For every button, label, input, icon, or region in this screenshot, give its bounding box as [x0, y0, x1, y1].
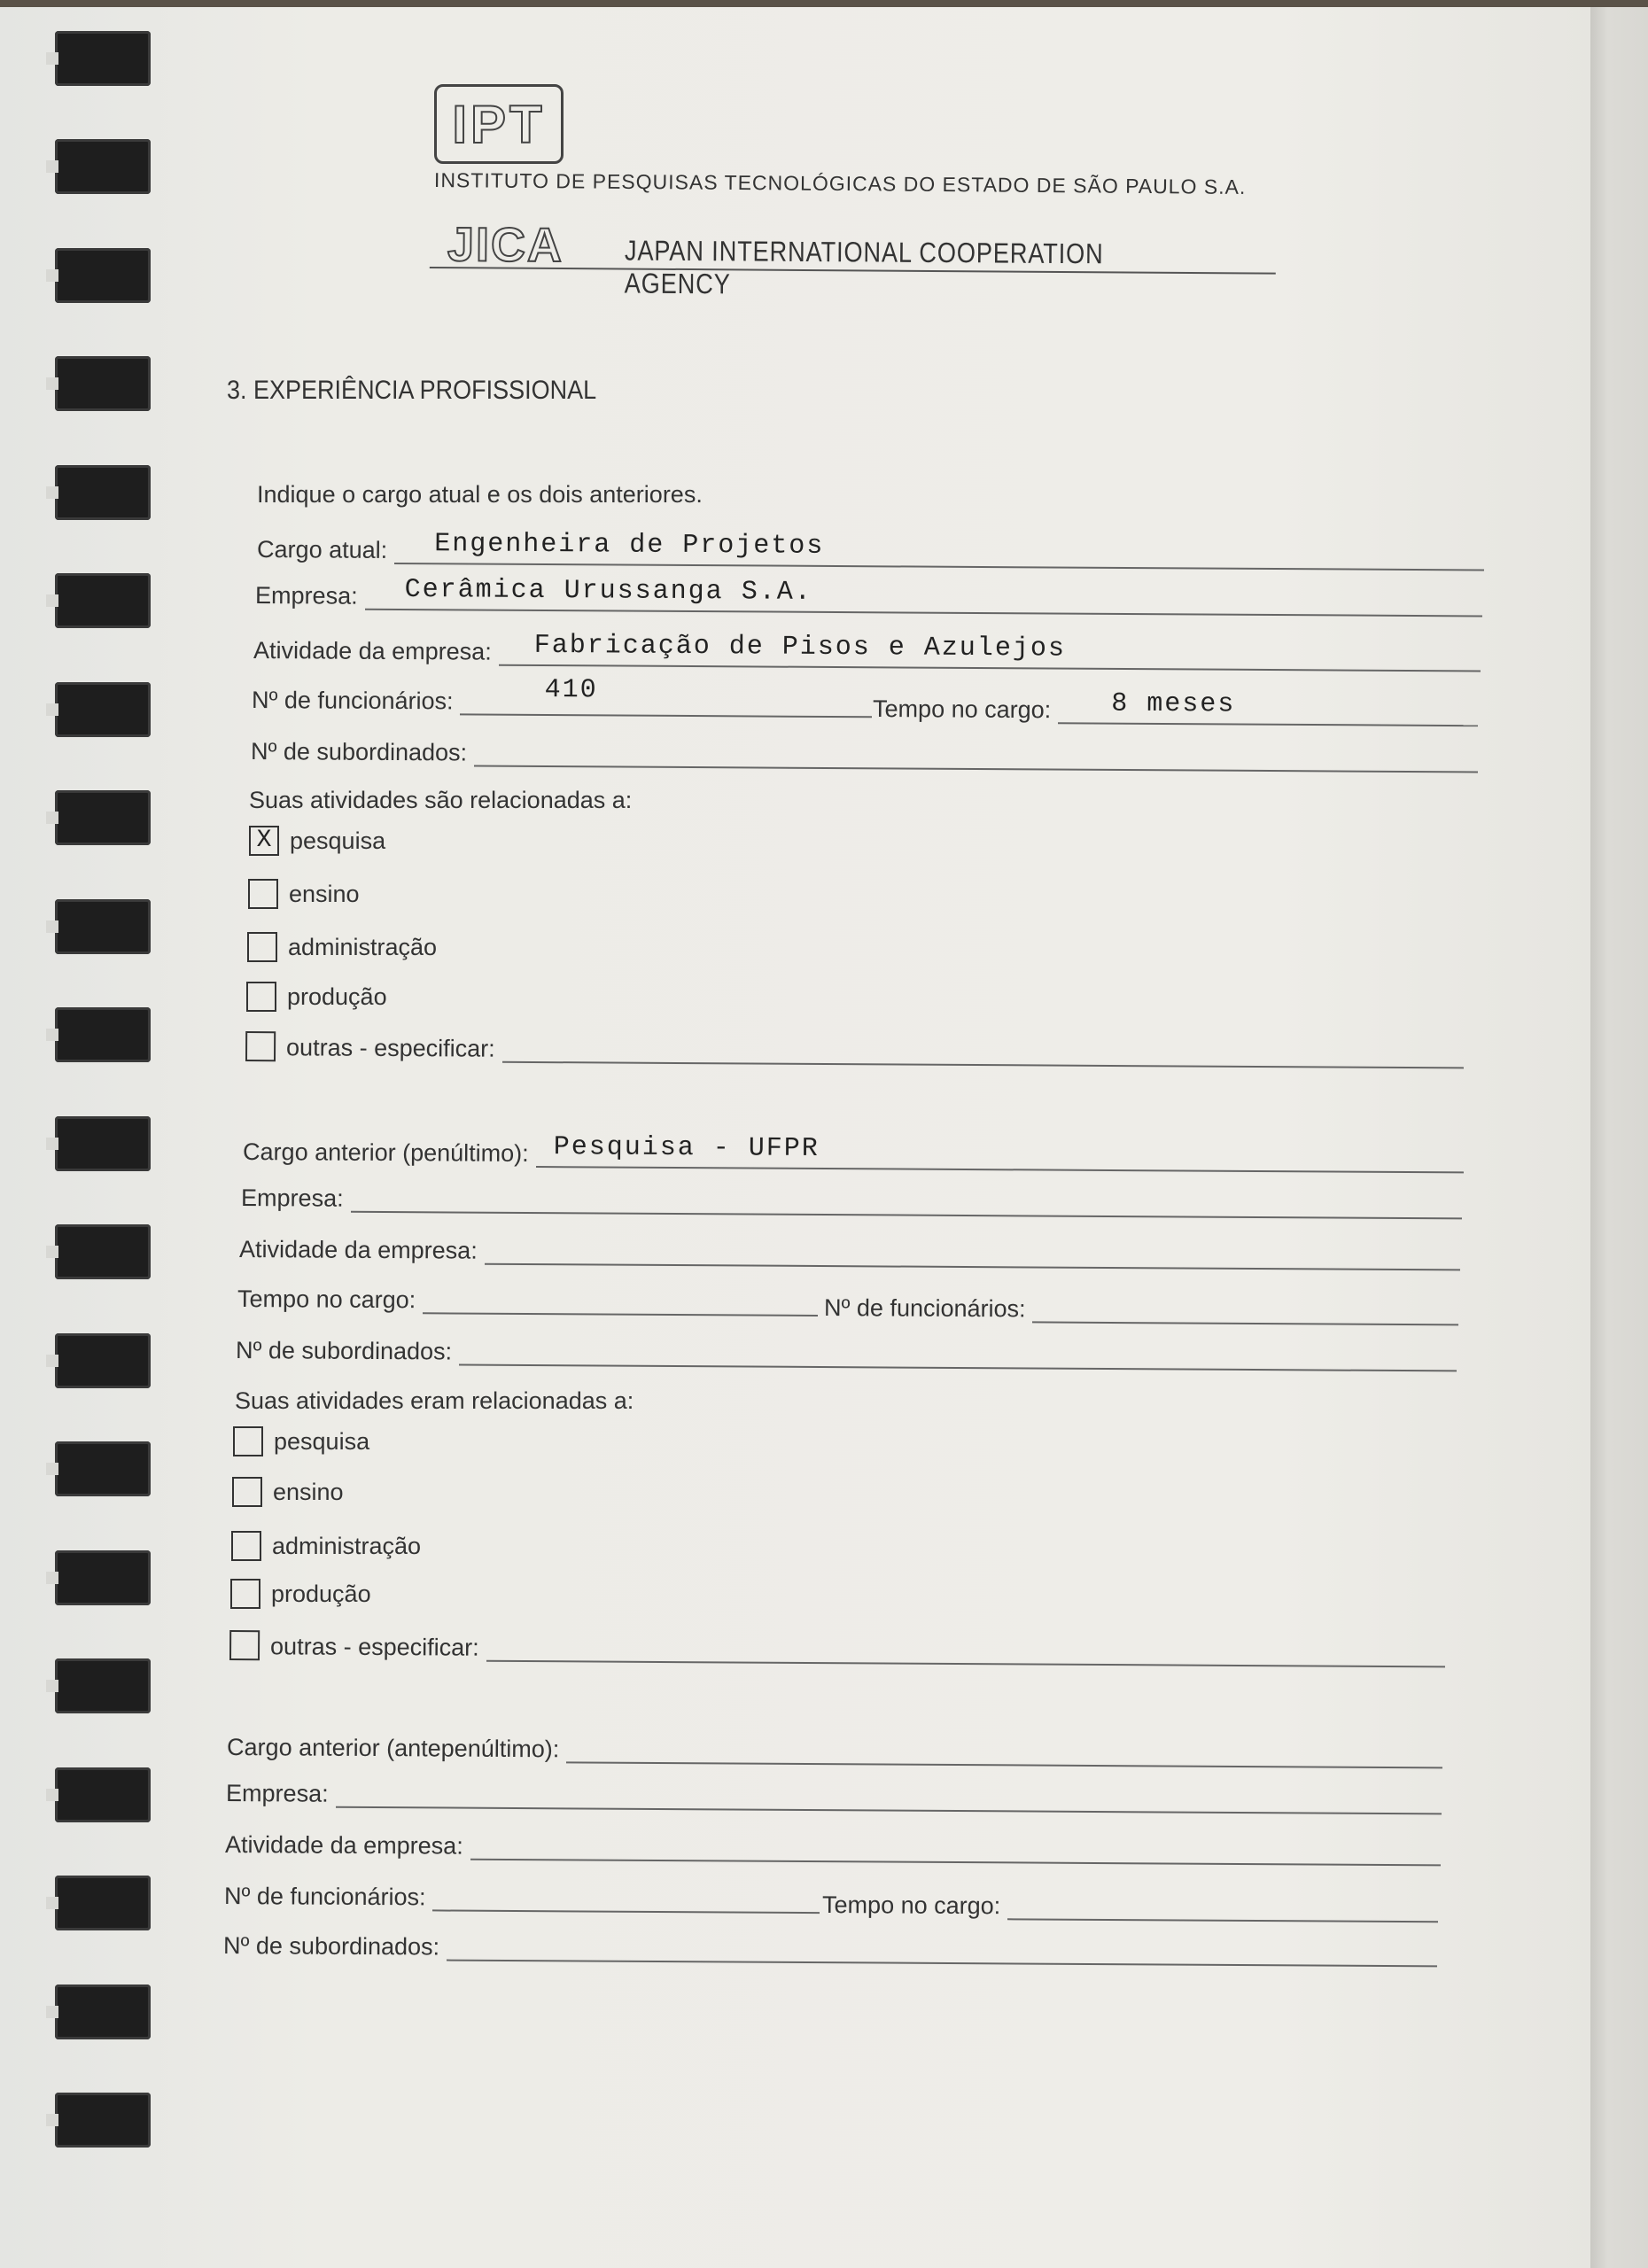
checkbox-label: pesquisa — [274, 1427, 370, 1455]
checkbox-label: outras - especificar: — [286, 1034, 495, 1062]
institute-name: INSTITUTO DE PESQUISAS TECNOLÓGICAS DO ESTADO DE SÃO PAULO S.A. — [433, 168, 1247, 198]
checkbox-administracao[interactable] — [247, 932, 437, 962]
field-value: Cerâmica Urussanga S.A. — [404, 575, 812, 608]
activities-question: Suas atividades são relacionadas a: — [249, 787, 633, 813]
field-label: Tempo no cargo: — [237, 1285, 416, 1314]
binding-hole — [55, 1333, 151, 1388]
checkbox-administracao[interactable] — [231, 1531, 421, 1561]
section-title: 3. EXPERIÊNCIA PROFISSIONAL — [227, 376, 597, 405]
binding-hole — [55, 465, 151, 520]
field-label: Nº de subordinados: — [251, 738, 468, 766]
checkbox[interactable] — [231, 1531, 261, 1561]
previous-tempo-field[interactable] — [237, 1281, 818, 1317]
binding-hole — [55, 790, 151, 845]
current-funcionarios-field[interactable] — [252, 675, 872, 718]
field-label: Nº de subordinados: — [236, 1337, 453, 1365]
field-label: Nº de funcionários: — [224, 1883, 426, 1911]
binding-hole — [55, 1767, 151, 1822]
binding-hole — [55, 1984, 151, 2039]
antepenultimate-tempo-field[interactable] — [822, 1887, 1438, 1922]
field-label: Nº de funcionários: — [824, 1294, 1026, 1323]
binding-hole — [55, 1116, 151, 1171]
checkbox[interactable] — [229, 1630, 260, 1660]
binding-hole — [55, 248, 151, 303]
field-value: 8 meses — [1111, 688, 1236, 720]
binding-hole — [55, 899, 151, 954]
instructions: Indique o cargo atual e os dois anteriores. — [257, 481, 703, 508]
field-label: Nº de subordinados: — [223, 1932, 440, 1961]
binding-hole — [55, 682, 151, 737]
checkbox-label: administração — [288, 933, 438, 960]
ipt-logo: IPT — [434, 84, 564, 164]
binding-hole — [55, 1658, 151, 1713]
checkbox[interactable] — [246, 982, 276, 1012]
field-label: Tempo no cargo: — [873, 695, 1052, 724]
binding-hole — [55, 1441, 151, 1496]
checkbox-label: produção — [287, 983, 387, 1010]
checkbox-pesquisa[interactable] — [249, 826, 385, 856]
binding-hole — [55, 1876, 151, 1930]
checkbox[interactable] — [248, 879, 278, 909]
field-label: Atividade da empresa: — [225, 1831, 463, 1860]
checkbox-pesquisa[interactable] — [233, 1426, 369, 1456]
field-value: Engenheira de Projetos — [434, 529, 825, 562]
binding-hole — [55, 31, 151, 86]
checkbox[interactable] — [233, 1426, 263, 1456]
activities-question: Suas atividades eram relacionadas a: — [235, 1387, 634, 1414]
checkbox-label: pesquisa — [290, 827, 386, 854]
checkbox-label: administração — [272, 1532, 422, 1559]
binding-hole — [55, 1224, 151, 1279]
field-value: Pesquisa - UFPR — [553, 1132, 820, 1164]
checkbox-ensino[interactable] — [232, 1477, 344, 1507]
checkbox-label: ensino — [289, 880, 360, 907]
field-label: Cargo anterior (penúltimo): — [243, 1138, 529, 1167]
binding-hole — [55, 139, 151, 194]
field-label: Empresa: — [226, 1780, 329, 1807]
checkbox[interactable] — [232, 1477, 262, 1507]
field-label: Nº de funcionários: — [252, 687, 454, 715]
checkbox[interactable]: X — [249, 826, 279, 856]
field-label: Cargo anterior (antepenúltimo): — [227, 1734, 560, 1763]
antepenultimate-funcionarios-field[interactable] — [224, 1878, 820, 1914]
field-label: Cargo atual: — [257, 536, 388, 563]
binding-hole — [55, 1550, 151, 1605]
binding-hole — [55, 2093, 151, 2148]
agency-name: JAPAN INTERNATIONAL COOPERATION AGENCY — [624, 234, 1104, 300]
field-value: Fabricação de Pisos e Azulejos — [533, 630, 1066, 664]
checkbox-producao[interactable] — [246, 982, 387, 1012]
field-label: Tempo no cargo: — [822, 1891, 1001, 1920]
previous-funcionarios-field[interactable] — [824, 1290, 1458, 1325]
field-label: Atividade da empresa: — [253, 637, 492, 665]
binding-hole — [55, 573, 151, 628]
binding-hole — [55, 356, 151, 411]
scan-border — [0, 0, 1648, 7]
checkbox-label: produção — [271, 1580, 371, 1607]
binding-hole — [55, 1007, 151, 1062]
checkbox-ensino[interactable] — [248, 879, 360, 909]
checkbox-producao[interactable] — [230, 1579, 371, 1609]
field-label: Atividade da empresa: — [239, 1236, 478, 1264]
field-label: Empresa: — [241, 1184, 344, 1212]
checkbox-label: outras - especificar: — [270, 1633, 479, 1661]
field-value: 410 — [544, 675, 598, 706]
checkbox[interactable] — [245, 1031, 276, 1061]
checkbox[interactable] — [230, 1579, 260, 1609]
jica-logo: JICA — [447, 218, 564, 273]
field-label: Empresa: — [255, 582, 358, 610]
checkbox-label: ensino — [273, 1478, 344, 1505]
page-edge — [1590, 0, 1648, 2268]
current-tempo-field[interactable] — [873, 688, 1478, 726]
checkbox[interactable] — [247, 932, 277, 962]
jica-header — [430, 217, 1276, 300]
